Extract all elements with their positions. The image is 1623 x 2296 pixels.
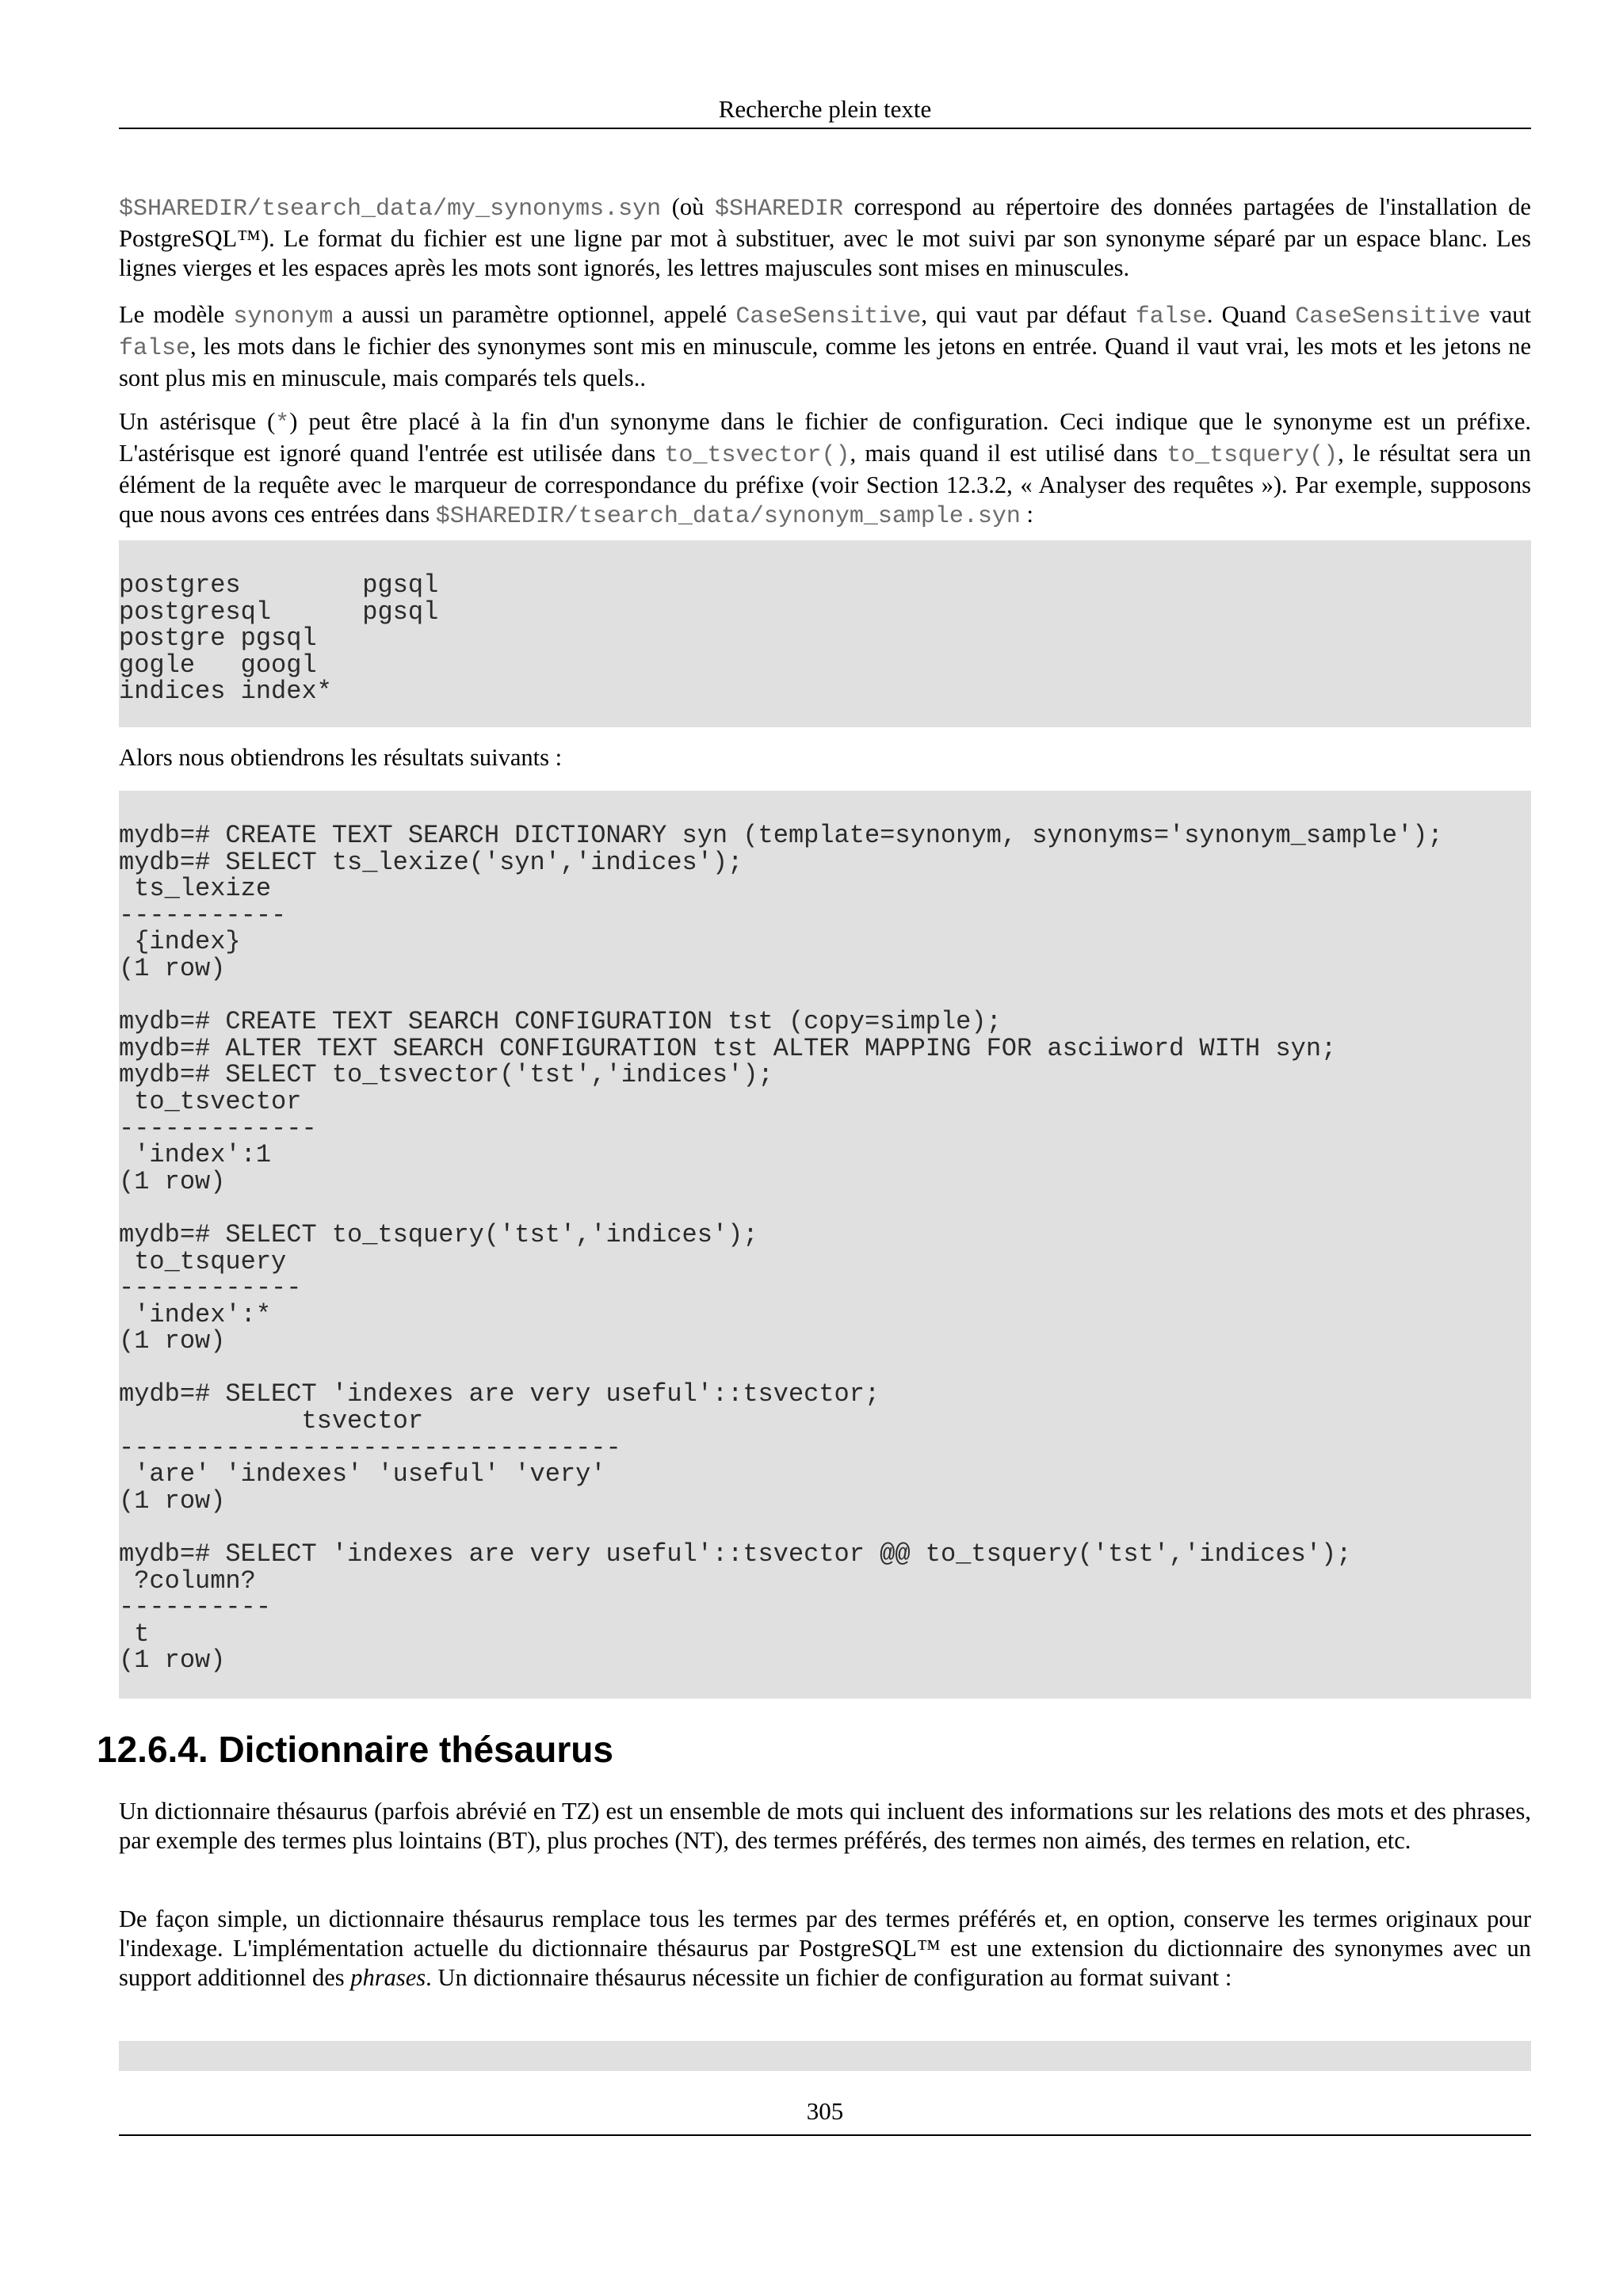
page-number: 305 (806, 2097, 844, 2125)
inline-code: CaseSensitive (1295, 303, 1481, 330)
code-text: postgres pgsql postgresql pgsql postgre pgsql gogle googl indices index* (119, 570, 439, 707)
running-header: Recherche plein texte (718, 95, 932, 123)
paragraph-case-sensitive: Le modèle synonym a aussi un paramètre optionnel, appelé CaseSensitive, qui vaut par défaut false. Quand CaseSensitive vaut false, les mots dans le fichier des synonymes sont mis en minuscule, comme les jetons en entrée. Quand il vaut vrai, les mots et les jetons ne sont plus mis en minuscule, mais comparés tels quels.. (119, 301, 1531, 391)
emphasis: phrases (350, 1964, 426, 1991)
code-block-continued (119, 2041, 1531, 2071)
inline-code: false (119, 335, 191, 362)
inline-code: $SHAREDIR (714, 196, 843, 223)
inline-code: false (1135, 303, 1207, 330)
inline-code: synonym (233, 303, 334, 330)
inline-code: $SHAREDIR/tsearch_data/synonym_sample.syn (435, 503, 1021, 530)
code-text: mydb=# CREATE TEXT SEARCH DICTIONARY syn (template=synonym, synonyms='synonym_sample'); mydb=# SELECT ts_lexize('syn','indices'); ts_lexize ----------- {index} (1 row) mydb=# CREATE TEXT SEARCH CONFIGURATION tst (copy=simple); mydb=# ALTER TEXT SEARCH CONFIGURATION tst ALTER MAPPING FOR asciiword WITH syn; mydb=# SELECT to_tsvector('tst','indices'); to_tsvector ------------- 'index':1 (1 row) mydb=# SELECT to_tsquery('tst','indices'); to_tsquery ------------ 'index':* (1 row) mydb=# SELECT 'indexes are very useful'::tsvector; tsvector --------------------------------- 'are' 'indexes' 'useful' 'very' (1 row) mydb=# SELECT 'indexes are very useful'::tsvector @@ to_tsquery('tst','indices'); ?column? ---------- t (1 row) (119, 821, 1443, 1676)
inline-code: $SHAREDIR/tsearch_data/my_synonyms.syn (119, 196, 662, 223)
section-title: 12.6.4. Dictionnaire thésaurus (97, 1729, 613, 1770)
inline-code: * (275, 410, 290, 437)
paragraph-results-intro: Alors nous obtiendrons les résultats suivants : (119, 744, 563, 771)
paragraph-thesaurus-description: De façon simple, un dictionnaire thésaurus remplace tous les termes par des termes préférés et, en option, conserve les termes originaux pour l'indexage. L'implémentation actuelle du dictionnaire thésaurus par PostgreSQL™ est une extension du dictionnaire des synonymes avec un support additionnel des phrases. Un dictionnaire thésaurus nécessite un fichier de configuration au format suivant : (119, 1905, 1531, 1991)
code-block-synonym-sample (119, 540, 1531, 727)
inline-code: to_tsvector() (664, 442, 850, 469)
inline-code: to_tsquery() (1167, 442, 1338, 469)
header-rule (119, 128, 1531, 129)
paragraph-thesaurus-definition: Un dictionnaire thésaurus (parfois abrévié en TZ) est un ensemble de mots qui incluent des informations sur les relations des mots et des phrases, par exemple des termes plus lointains (BT), plus proches (NT), des termes préférés, des termes non aimés, des termes en relation, etc. (119, 1798, 1531, 1854)
inline-code: CaseSensitive (735, 303, 922, 330)
paragraph-synonym-file: $SHAREDIR/tsearch_data/my_synonyms.syn (où $SHAREDIR correspond au répertoire des données partagées de l'installation de PostgreSQL™). Le format du fichier est une ligne par mot à substituer, avec le mot suivi par son synonyme séparé par un espace blanc. Les lignes vierges et les espaces après les mots sont ignorés, les lettres majuscules sont mises en minuscules. (119, 193, 1531, 281)
code-block-psql-session (119, 791, 1531, 1699)
paragraph-asterisk: Un astérisque (*) peut être placé à la fin d'un synonyme dans le fichier de configuration. Ceci indique que le synonyme est un préfixe. L'astérisque est ignoré quand l'entrée est utilisée dans to_tsvector(), mais quand il est utilisé dans to_tsquery(), le résultat sera un élément de la requête avec le marqueur de correspondance du préfixe (voir Section 12.3.2, « Analyser des requêtes »). Par exemple, supposons que nous avons ces entrées dans $SHAREDIR/tsearch_data/synonym_sample.syn : (119, 408, 1532, 530)
footer-rule (119, 2134, 1531, 2136)
